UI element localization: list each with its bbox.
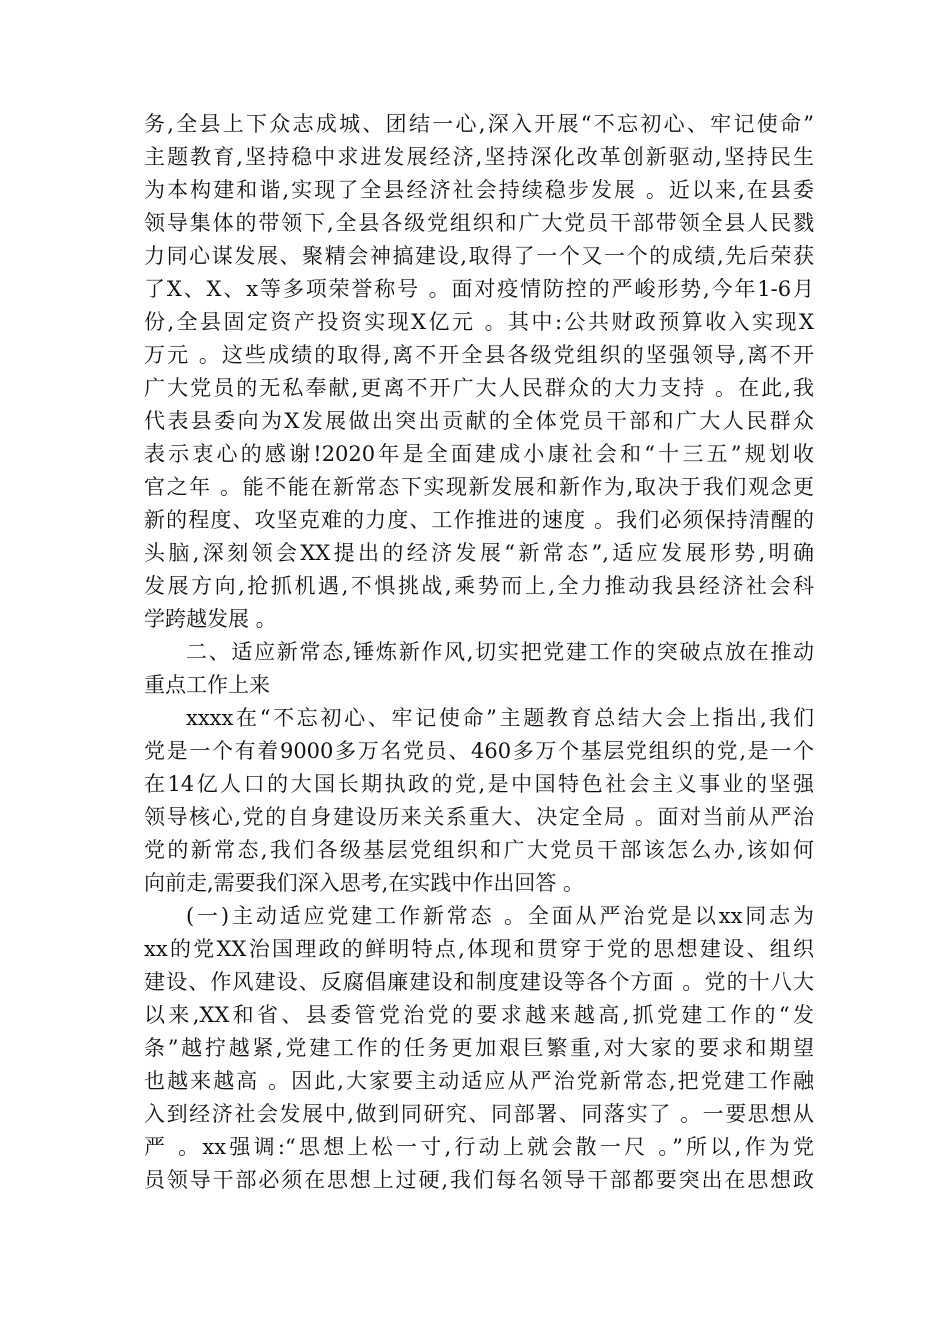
- text-line: 学跨越发展 。: [144, 607, 277, 631]
- text-line: 广大党员的无私奉献,更离不开广大人民群众的大力支持 。在此,我: [144, 376, 814, 400]
- text-line: 发展方向,抢抓机遇,不惧挑战,乘势而上,全力推动我县经济社会科: [144, 574, 814, 598]
- text-line: 入到经济社会发展中,做到同研究、同部署、同落实了 。一要思想从: [144, 1102, 814, 1126]
- text-line: 员领导干部必须在思想上过硬,我们每名领导干部都要突出在思想政: [144, 1168, 814, 1192]
- text-line: 万元 。这些成绩的取得,离不开全县各级党组织的坚强领导,离不开: [144, 343, 814, 367]
- text-line: 严 。xx强调:“思想上松一寸,行动上就会散一尺 。”所以,作为党: [144, 1135, 814, 1159]
- text-line: 在14亿人口的大国长期执政的党,是中国特色社会主义事业的坚强: [144, 772, 814, 796]
- text-line: 代表县委向为X发展做出突出贡献的全体党员干部和广大人民群众: [144, 409, 814, 433]
- text-line: (一)主动适应党建工作新常态 。全面从严治党是以xx同志为: [186, 904, 814, 928]
- text-line: 领导集体的带领下,全县各级党组织和广大党员干部带领全县人民戮: [144, 211, 814, 235]
- text-line: 份,全县固定资产投资实现X亿元 。其中:公共财政预算收入实现X: [144, 310, 814, 334]
- text-line: 力同心谋发展、聚精会神搞建设,取得了一个又一个的成绩,先后荣获: [144, 244, 814, 268]
- text-line: 党的新常态,我们各级基层党组织和广大党员干部该怎么办,该如何: [144, 838, 814, 862]
- text-line: xx的党XX治国理政的鲜明特点,体现和贯穿于党的思想建设、组织: [144, 937, 814, 961]
- text-line: 建设、作风建设、反腐倡廉建设和制度建设等各个方面 。党的十八大: [144, 970, 814, 994]
- text-line: 主题教育,坚持稳中求进发展经济,坚持深化改革创新驱动,坚持民生: [144, 145, 814, 169]
- text-line: 官之年 。能不能在新常态下实现新发展和新作为,取决于我们观念更: [144, 475, 814, 499]
- text-line: 二、适应新常态,锤炼新作风,切实把党建工作的突破点放在推动: [186, 640, 814, 664]
- body-text: [144, 108, 814, 1197]
- text-line: 条”越拧越紧,党建工作的任务更加艰巨繁重,对大家的要求和期望: [144, 1036, 814, 1060]
- text-line: 为本构建和谐,实现了全县经济社会持续稳步发展 。近以来,在县委: [144, 178, 814, 202]
- text-line: 表示衷心的感谢!2020年是全面建成小康社会和“十三五”规划收: [144, 442, 814, 466]
- text-line: xxxx在“不忘初心、牢记使命”主题教育总结大会上指出,我们: [186, 706, 814, 730]
- text-line: 新的程度、攻坚克难的力度、工作推进的速度 。我们必须保持清醒的: [144, 508, 814, 532]
- text-line: 以来,XX和省、县委管党治党的要求越来越高,抓党建工作的“发: [144, 1003, 814, 1027]
- text-line: 也越来越高 。因此,大家要主动适应从严治党新常态,把党建工作融: [144, 1069, 814, 1093]
- text-line: 向前走,需要我们深入思考,在实践中作出回答 。: [144, 871, 585, 895]
- text-line: 领导核心,党的自身建设历来关系重大、决定全局 。面对当前从严治: [144, 805, 814, 829]
- text-line: 党是一个有着9000多万名党员、460多万个基层党组织的党,是一个: [144, 739, 814, 763]
- text-line: 了X、X、x等多项荣誉称号 。面对疫情防控的严峻形势,今年1-6月: [144, 277, 814, 301]
- text-line: 重点工作上来: [144, 673, 270, 697]
- text-line: 务,全县上下众志成城、团结一心,深入开展“不忘初心、牢记使命”: [144, 112, 814, 136]
- text-line: 头脑,深刻领会XX提出的经济发展“新常态”,适应发展形势,明确: [144, 541, 814, 565]
